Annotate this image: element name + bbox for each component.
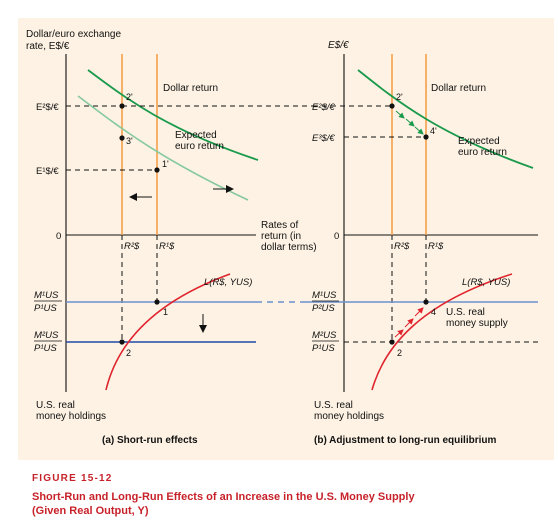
panel-b-point-2prime-label: 2'	[396, 92, 403, 102]
diagram	[18, 18, 554, 460]
panel-b-xaxis-title-2: money holdings	[314, 411, 385, 422]
panel-a-xaxis-title-2: money holdings	[36, 411, 107, 422]
panel-a-r2-label: R²$	[124, 241, 140, 252]
panel-b-caption: (b) Adjustment to long-run equilibrium	[314, 435, 497, 446]
panel-a-m1-label: M¹US	[34, 290, 59, 301]
panel-a-point-1prime-label: 1'	[162, 159, 169, 169]
panel-a-expected-label-1: Expected	[175, 130, 217, 141]
panel-b-liquidity-curve	[372, 274, 512, 390]
panel-b-p2-label: P²US	[312, 303, 335, 314]
panel-b-point-4-label: 4	[431, 307, 437, 317]
panel-b-m2-label: M²US	[312, 330, 337, 341]
panel-b-money-supply-label-2: money supply	[446, 318, 508, 329]
panel-a-yaxis-title-2: rate, E$/€	[26, 41, 70, 52]
panel-b-e3-label: E³$/€	[312, 133, 335, 144]
figure-number: FIGURE 15-12	[32, 473, 113, 484]
figure-title	[32, 490, 502, 518]
panel-a-caption: (a) Short-run effects	[102, 435, 198, 446]
panel-a-point-1	[154, 299, 159, 304]
panel-b-dollar-return-label: Dollar return	[431, 83, 487, 94]
panel-a-expected-label-2: euro return	[175, 141, 224, 152]
panel-a-r1-label: R¹$	[159, 241, 175, 252]
panel-a-zero-label: 0	[56, 231, 62, 242]
panel-b-green-arrow-1	[396, 111, 404, 118]
panel-b-money-supply-label-1: U.S. real	[446, 307, 485, 318]
figure-panel	[18, 18, 554, 460]
panel-a-xaxis-title-1: U.S. real	[36, 400, 75, 411]
panel-b-r2-label: R²$	[394, 241, 410, 252]
panel-a-point-2prime-label: 2'	[126, 92, 133, 102]
panel-a-yaxis-title-1: Dollar/euro exchange	[26, 29, 122, 40]
panel-a-point-3prime-label: 3'	[126, 136, 133, 146]
panel-a-m2-label: M²US	[34, 330, 59, 341]
panel-b-point-2-label: 2	[397, 348, 403, 358]
panel-b-zero-label: 0	[334, 231, 340, 242]
panel-b-point-4prime	[423, 134, 428, 139]
panel-b-expected-label-1: Expected	[458, 136, 500, 147]
panel-a-p1-label: P¹US	[34, 303, 57, 314]
figure-title-line-1: Short-Run and Long-Run Effects of an Increase in the U.S. Money Supply	[32, 491, 415, 503]
panel-a-e1-label: E¹$/€	[36, 166, 59, 177]
panel-a-point-1prime	[154, 167, 159, 172]
panel-b-green-arrow-3	[415, 127, 423, 134]
panel-b-xaxis-title-1: U.S. real	[314, 400, 353, 411]
figure-title-line-2: (Given Real Output, Y)	[32, 505, 149, 517]
middle-rates-1: Rates of	[261, 220, 299, 231]
panel-b-red-arrow-2	[405, 319, 413, 327]
panel-a-liquidity-label: L(R$, YUS)	[204, 277, 253, 288]
panel-a-e2-label: E²$/€	[36, 102, 59, 113]
panel-a-point-2-label: 2	[126, 348, 132, 358]
panel-b-point-4	[423, 299, 428, 304]
middle-rates-2: return (in	[261, 231, 302, 242]
panel-b-m1-label: M¹US	[312, 290, 337, 301]
panel-b-point-2	[389, 339, 394, 344]
panel-b-p1-label: P¹US	[312, 343, 335, 354]
panel-b-red-arrow-3	[415, 308, 423, 316]
middle-rates-3: dollar terms)	[261, 242, 317, 253]
panel-a-point-1-label: 1	[163, 307, 169, 317]
panel-b-e2-label: E²$/€	[312, 102, 335, 113]
panel-b-point-2prime	[389, 103, 394, 108]
panel-b-expected-label-2: euro return	[458, 147, 507, 158]
panel-b-green-arrow-2	[406, 119, 414, 126]
panel-a-p2-label: P¹US	[34, 343, 57, 354]
panel-a-dollar-return-label: Dollar return	[163, 83, 219, 94]
panel-a-point-2	[119, 339, 124, 344]
panel-b-yaxis-title: E$/€	[328, 40, 349, 51]
panel-a-liquidity-curve	[106, 274, 230, 390]
panel-a-point-3prime	[119, 135, 124, 140]
panel-b-liquidity-label: L(R$, YUS)	[462, 277, 511, 288]
panel-b-point-4prime-label: 4'	[430, 126, 437, 136]
panel-b-r1-label: R¹$	[428, 241, 444, 252]
